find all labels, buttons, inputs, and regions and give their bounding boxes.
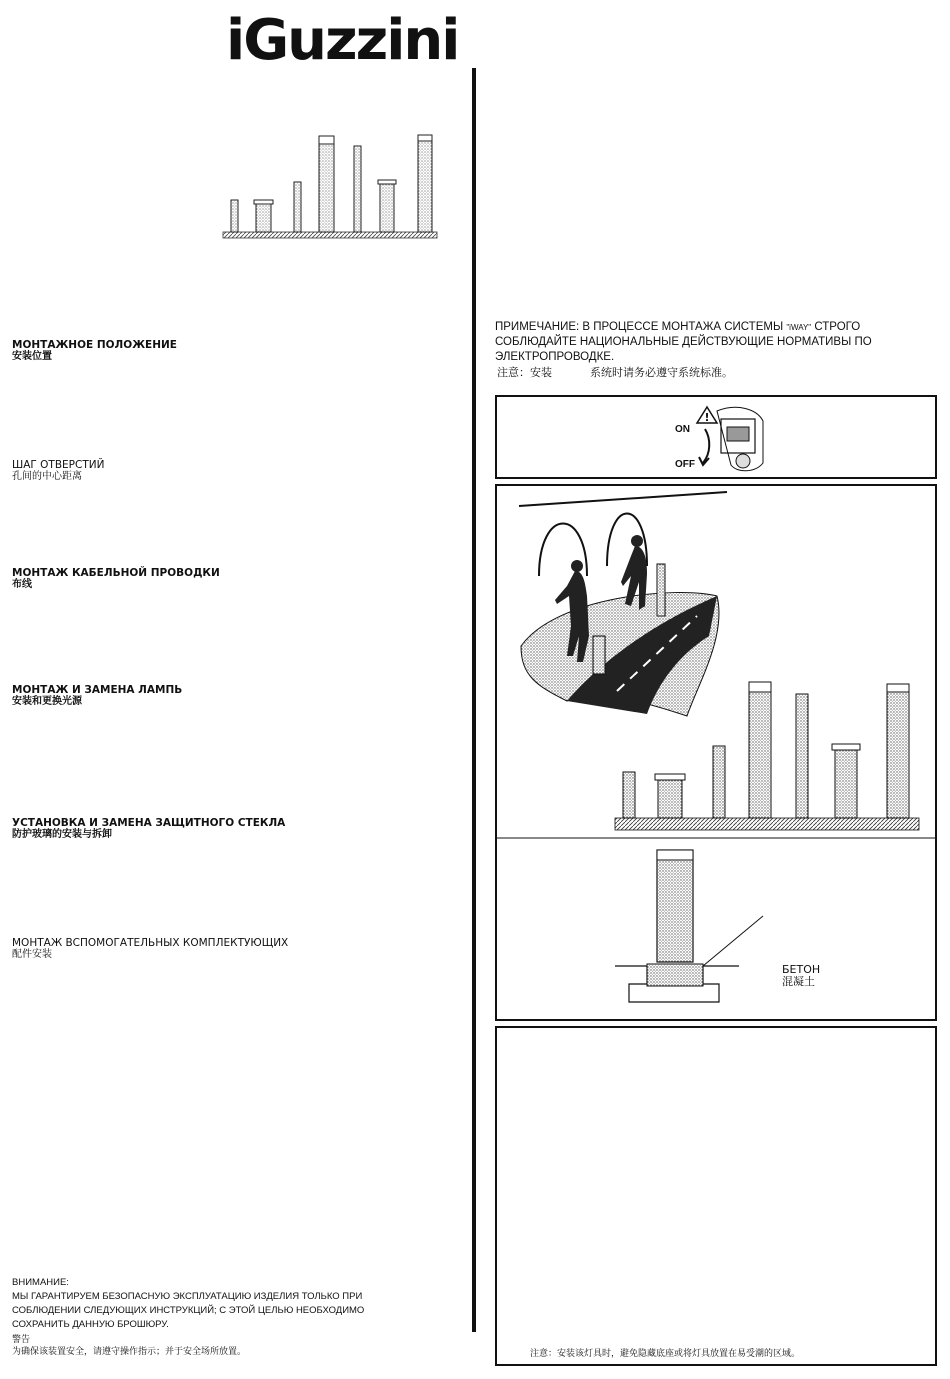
section-title-ru: МОНТАЖ КАБЕЛЬНОЙ ПРОВОДКИ	[12, 567, 220, 579]
note-text-prefix: ПРИМЕЧАНИЕ: В ПРОЦЕССЕ МОНТАЖА СИСТЕМЫ	[495, 321, 787, 333]
warning-block	[12, 1276, 432, 1332]
warning-title: ВНИМАНИЕ:	[12, 1277, 69, 1288]
section-title-zh: 安装位置	[12, 351, 52, 362]
scene-illustration-box	[495, 484, 937, 1021]
concrete-label	[782, 964, 820, 988]
concrete-label-ru: БЕТОН	[782, 963, 821, 976]
switch-on-label: ON	[675, 424, 690, 435]
switch-off-label: OFF	[675, 459, 695, 470]
section-title-zh: 防护玻璃的安装与拆卸	[12, 829, 112, 840]
section-title-ru: МОНТАЖ ВСПОМОГАТЕЛЬНЫХ КОМПЛЕКТУЮЩИХ	[12, 937, 289, 949]
section-lamp-replacement	[12, 684, 182, 708]
note-brand: "iWAY"	[786, 323, 812, 332]
section-title-zh: 安装和更换光源	[12, 696, 82, 707]
warning-block-zh	[12, 1334, 246, 1358]
note-zh-b: 系统时请务必遵守系统标准。	[590, 366, 733, 379]
installation-note	[495, 320, 915, 365]
bollard-icon	[657, 564, 665, 616]
footer-note-zh: 注意：安装该灯具时，避免隐藏底座或将灯具放置在易受潮的区域。	[530, 1349, 801, 1359]
concrete-label-zh: 混凝土	[782, 975, 815, 988]
section-title-ru: ШАГ ОТВЕРСТИЙ	[12, 459, 105, 471]
installation-note-zh	[497, 364, 733, 380]
product-range-illustration	[220, 130, 440, 242]
section-title-zh: 配件安装	[12, 949, 52, 960]
section-accessories	[12, 937, 288, 961]
column-divider	[472, 68, 476, 1332]
warning-line-3: СОХРАНИТЬ ДАННУЮ БРОШЮРУ.	[12, 1319, 169, 1330]
svg-text:!: !	[704, 411, 710, 424]
section-title-ru: УСТАНОВКА И ЗАМЕНА ЗАЩИТНОГО СТЕКЛА	[12, 817, 286, 829]
section-title-ru: МОНТАЖ И ЗАМЕНА ЛАМПЬ	[12, 684, 183, 696]
power-off-box	[495, 395, 937, 479]
bollard-icon	[593, 636, 605, 674]
street-scene-illustration	[497, 486, 935, 1019]
section-title-ru: МОНТАЖНОЕ ПОЛОЖЕНИЕ	[12, 339, 177, 351]
warning-text-zh: 为确保该装置安全，请遵守操作指示；并于安全场所放置。	[12, 1347, 247, 1357]
hand-icon	[736, 454, 750, 468]
note-text-suffix: СТРОГО СОБЛЮДАЙТЕ НАЦИОНАЛЬНЫЕ ДЕЙСТВУЮЩИЕ НОРМАТИВЫ ПО ЭЛЕКТРОПРОВОДКЕ.	[495, 321, 872, 363]
section-title-zh: 孔间的中心距离	[12, 471, 82, 482]
warning-title-zh: 警告	[12, 1335, 31, 1345]
brand-logo: iGuzzini	[226, 8, 459, 73]
warning-line-1: МЫ ГАРАНТИРУЕМ БЕЗОПАСНУЮ ЭКСПЛУАТАЦИЮ ИЗДЕЛИЯ ТОЛЬКО ПРИ	[12, 1291, 363, 1302]
section-title-zh: 布线	[12, 579, 32, 590]
lower-note-box	[495, 1026, 937, 1366]
section-hole-spacing	[12, 459, 104, 483]
section-glass-replacement	[12, 817, 285, 841]
warning-line-2: СОБЛЮДЕНИИ СЛЕДУЮЩИХ ИНСТРУКЦИЙ; С ЭТОЙ ЦЕЛЬЮ НЕОБХОДИМО	[12, 1305, 365, 1316]
section-cable-wiring	[12, 567, 220, 591]
note-zh-a: 注意：安装	[497, 366, 552, 379]
section-mounting-position	[12, 339, 177, 363]
power-switch-illustration	[687, 403, 767, 475]
